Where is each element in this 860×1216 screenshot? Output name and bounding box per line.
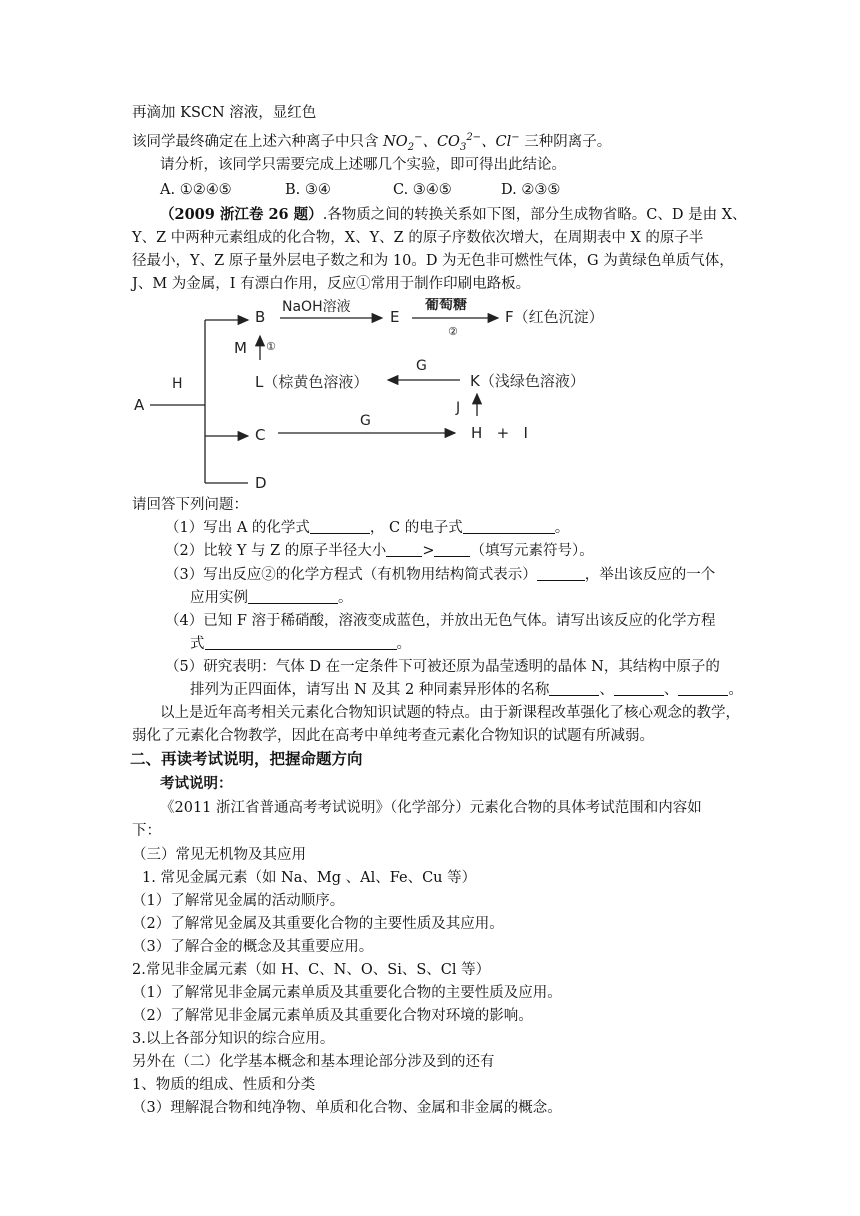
node-c: C: [255, 426, 266, 444]
paragraph-line: 另外在（二）化学基本概念和基本理论部分涉及到的还有: [132, 1054, 495, 1070]
list-item: 3.以上各部分知识的综合应用。: [132, 1031, 335, 1047]
paragraph-line: 以上是近年高考相关元素化合物知识试题的特点。由于新课程改革强化了核心观念的教学，: [160, 705, 740, 721]
list-item: （2）了解常见金属及其重要化合物的主要性质及其应用。: [132, 916, 504, 932]
node-f: F（红色沉淀）: [505, 308, 604, 326]
question-5: （5）研究表明：气体 D 在一定条件下可被还原为晶莹透明的晶体 N，其结构中原子的: [165, 659, 720, 675]
text-fragment: 该同学最终确定在上述六种离子中只含: [132, 133, 384, 150]
list-item: （1）了解常见非金属元素单质及其重要化合物的主要性质及应用。: [132, 985, 562, 1001]
option-c: C. ③④⑤: [393, 182, 452, 198]
question-4: （4）已知 F 溶于稀硝酸，溶液变成蓝色，并放出无色气体。请写出该反应的化学方程: [165, 613, 716, 629]
label-h: H: [172, 376, 183, 392]
label-m: M: [234, 339, 247, 357]
text-line: 再滴加 KSCN 溶液，显红色: [132, 105, 317, 121]
question-3-cont: 应用实例 。: [190, 590, 353, 606]
subheading: 考试说明：: [160, 775, 233, 792]
ion-conclusion-line: [132, 128, 611, 158]
section-heading: 二、再读考试说明，把握命题方向: [130, 750, 363, 768]
node-k: K（浅绿色溶液）: [470, 372, 585, 390]
label-j: J: [456, 400, 461, 416]
answer-blank[interactable]: [386, 542, 422, 557]
label-glucose: 葡萄糖: [425, 298, 467, 313]
conversion-diagram: [120, 298, 620, 493]
label-g-upper: G: [416, 358, 427, 374]
list-item: （3）理解混合物和纯净物、单质和化合物、金属和非金属的概念。: [132, 1100, 562, 1116]
label-reaction-2: ②: [448, 325, 458, 338]
ion-cl: 、Cl−: [481, 132, 520, 150]
text-line: 请分析，该同学只需要完成上述哪几个实验，即可得出此结论。: [160, 157, 566, 173]
node-b: B: [255, 308, 266, 326]
node-e: E: [390, 308, 400, 326]
answer-blank[interactable]: [678, 681, 728, 696]
answer-blank[interactable]: [537, 566, 585, 581]
answer-blank[interactable]: [614, 681, 664, 696]
list-item: （1）了解常见金属的活动顺序。: [132, 893, 345, 909]
node-a: A: [134, 396, 145, 414]
text-fragment: 三种阴离子。: [519, 133, 612, 150]
questions-intro: 请回答下列问题：: [132, 497, 248, 513]
answer-blank[interactable]: [549, 681, 599, 696]
question-source: （2009 浙江卷 26 题）: [160, 206, 323, 223]
answer-blank[interactable]: [205, 635, 397, 650]
list-item: 2.常见非金属元素（如 H、C、N、O、Si、S、Cl 等）: [132, 962, 491, 978]
answer-blank[interactable]: [310, 519, 370, 534]
question-1: （1）写出 A 的化学式 ， C 的电子式 。: [165, 520, 570, 536]
text-line: J、M 为金属，I 有漂白作用，反应①常用于制作印刷电路板。: [132, 276, 531, 292]
node-l: L（棕黄色溶液）: [255, 373, 369, 391]
list-item: （3）了解合金的概念及其重要应用。: [132, 939, 374, 955]
option-a: A. ①②④⑤: [160, 182, 232, 198]
question-4-cont: 式 。: [190, 636, 411, 652]
text-fragment: .各物质之间的转换关系如下图，部分生成物省略。C、D 是由 X、: [322, 207, 747, 223]
answer-blank[interactable]: [463, 519, 555, 534]
answer-options: [160, 180, 560, 200]
ion-no2: $NO_2^-$: [383, 132, 423, 153]
products-h-i: H + I: [471, 424, 528, 442]
question-intro-line: [160, 205, 747, 225]
list-item: 1. 常见金属元素（如 Na、Mg 、Al、Fe、Cu 等）: [142, 870, 477, 886]
paragraph-line: 弱化了元素化合物教学，因此在高考中单纯考查元素化合物知识的试题有所减弱。: [132, 728, 654, 744]
label-naoh: NaOH溶液: [282, 299, 351, 315]
label-reaction-1: ①: [266, 340, 276, 353]
list-item: 1、物质的组成、性质和分类: [132, 1077, 316, 1093]
paragraph-line: 下：: [132, 823, 161, 839]
paragraph-line: 《2011 浙江省普通高考考试说明》（化学部分）元素化合物的具体考试范围和内容如: [160, 800, 702, 816]
question-2: （2）比较 Y 与 Z 的原子半径大小 > （填写元素符号）。: [165, 543, 594, 559]
text-line: 径最小，Y、Z 原子量外层电子数之和为 10。D 为无色非可燃性气体，G 为黄绿色单质气体，: [132, 253, 734, 269]
question-3: （3）写出反应②的化学方程式（有机物用结构简式表示） ，举出该反应的一个: [165, 567, 716, 583]
text-line: Y、Z 中两种元素组成的化合物，X、Y、Z 的原子序数依次增大，在周期表中 X 的原子半: [132, 230, 704, 246]
question-5-cont: 排列为正四面体，请写出 N 及其 2 种同素异形体的名称 、 、 。: [190, 682, 743, 698]
option-d: D. ②③⑤: [501, 182, 561, 198]
option-b: B. ③④: [285, 182, 331, 198]
ion-co3: 、$CO_3^{2-}$: [422, 132, 482, 153]
list-heading: （三）常见无机物及其应用: [132, 847, 306, 863]
list-item: （2）了解常见非金属元素单质及其重要化合物对环境的影响。: [132, 1008, 533, 1024]
answer-blank[interactable]: [434, 542, 470, 557]
label-g-lower: G: [360, 413, 371, 429]
answer-blank[interactable]: [248, 589, 338, 604]
node-d: D: [255, 474, 267, 492]
